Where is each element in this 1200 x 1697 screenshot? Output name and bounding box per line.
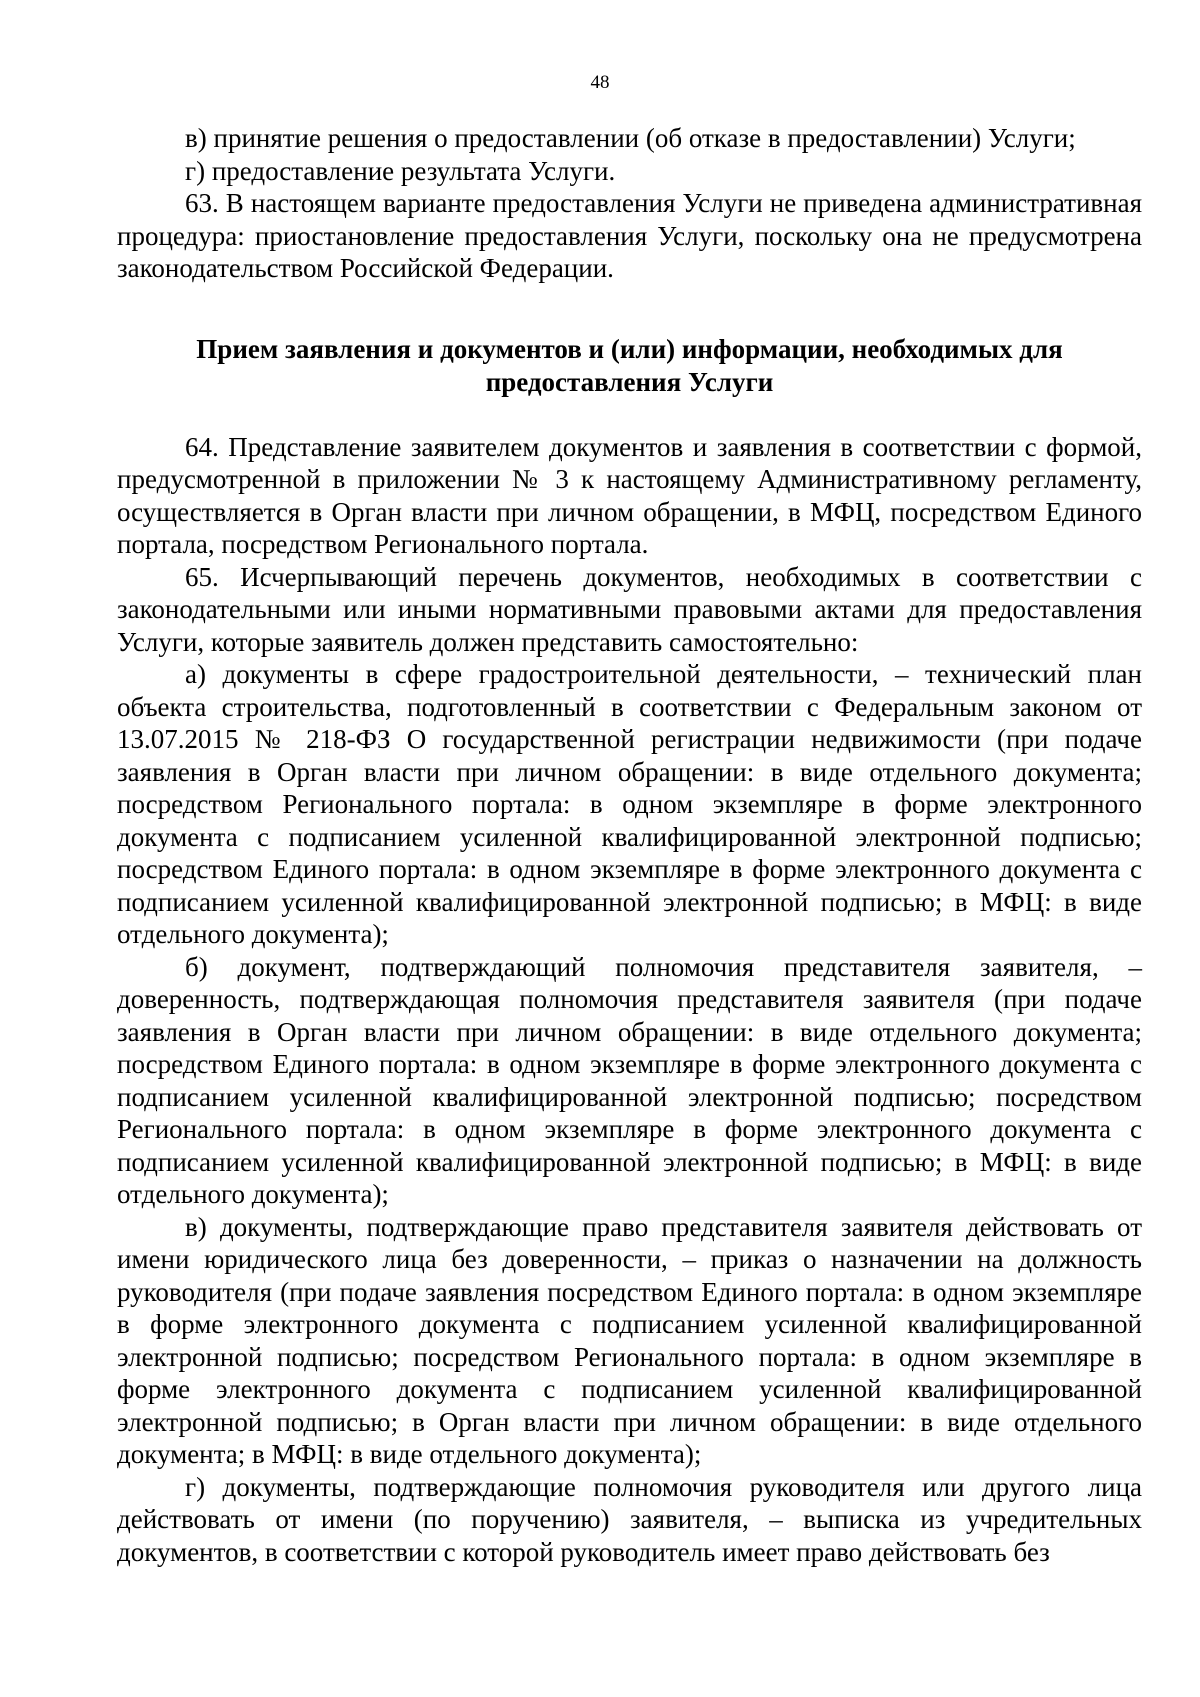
paragraph: г) предоставление результата Услуги. (185, 155, 616, 186)
paragraph: 63. В настоящем варианте предоставления Услуги не приведена административная процедура: приостановление предоставления Услуги, поскольку она не предусмотрена законодательством Российской Федерации. (117, 188, 1142, 283)
page-number: 48 (590, 72, 610, 93)
list-item: а) документы в сфере градостроительной деятельности, – технический план объекта строительства, подготовленный в соответствии с Федеральным законом от 13.07.2015 № 218-ФЗ О государственной регистрации недвижимости (при подаче заявления в Орган власти при личном обращении: в виде отдельного документа; посредством Регионального портала: в одном экземпляре в форме электронного документа с подписанием усиленной квалифицированной электронной подписью; посредством Единого портала: в одном экземпляре в форме электронного документа с подписанием усиленной квалифицированной электронной подписью; в МФЦ: в виде отдельного документа); (117, 659, 1142, 949)
section-heading: Прием заявления и документов и (или) информации, необходимых для предоставления Услуги (196, 333, 1063, 397)
paragraph: 64. Представление заявителем документов и заявления в соответствии с формой, предусмотренной в приложении № 3 к настоящему Административному регламенту, осуществляется в Орган власти при личном обращении, в МФЦ, посредством Единого портала, посредством Регионального портала. (117, 431, 1142, 559)
list-item: г) документы, подтверждающие полномочия руководителя или другого лица действовать от имени (по поручению) заявителя, – выписка из учредительных документов, в соответствии с которой руководитель имеет право действовать без (117, 1471, 1142, 1567)
list-item: в) документы, подтверждающие право представителя заявителя действовать от имени юридического лица без доверенности, – приказ о назначении на должность руководителя (при подаче заявления посредством Единого портала: в одном экземпляре в форме электронного документа с подписанием усиленной квалифицированной электронной подписью; посредством Регионального портала: в одном экземпляре в форме электронного документа с подписанием усиленной квалифицированной электронной подписью; в Орган власти при личном обращении: в виде отдельного документа; в МФЦ: в виде отдельного документа); (117, 1211, 1142, 1469)
paragraph: в) принятие решения о предоставлении (об отказе в предоставлении) Услуги; (185, 123, 1076, 153)
list-item: б) документ, подтверждающий полномочия представителя заявителя, – доверенность, подтверждающая полномочия представителя заявителя (при подаче заявления в Орган власти при личном обращении: в виде отдельного документа; посредством Единого портала: в одном экземпляре в форме электронного документа с подписанием усиленной квалифицированной электронной подписью; посредством Регионального портала: в одном экземпляре в форме электронного документа с подписанием усиленной квалифицированной электронной подписью; в МФЦ: в виде отдельного документа); (117, 951, 1142, 1209)
page-body (117, 122, 1142, 1568)
paragraph: 65. Исчерпывающий перечень документов, необходимых в соответствии с законодательными или иными нормативными правовыми актами для предоставления Услуги, которые заявитель должен представить самостоятельно: (117, 561, 1142, 657)
